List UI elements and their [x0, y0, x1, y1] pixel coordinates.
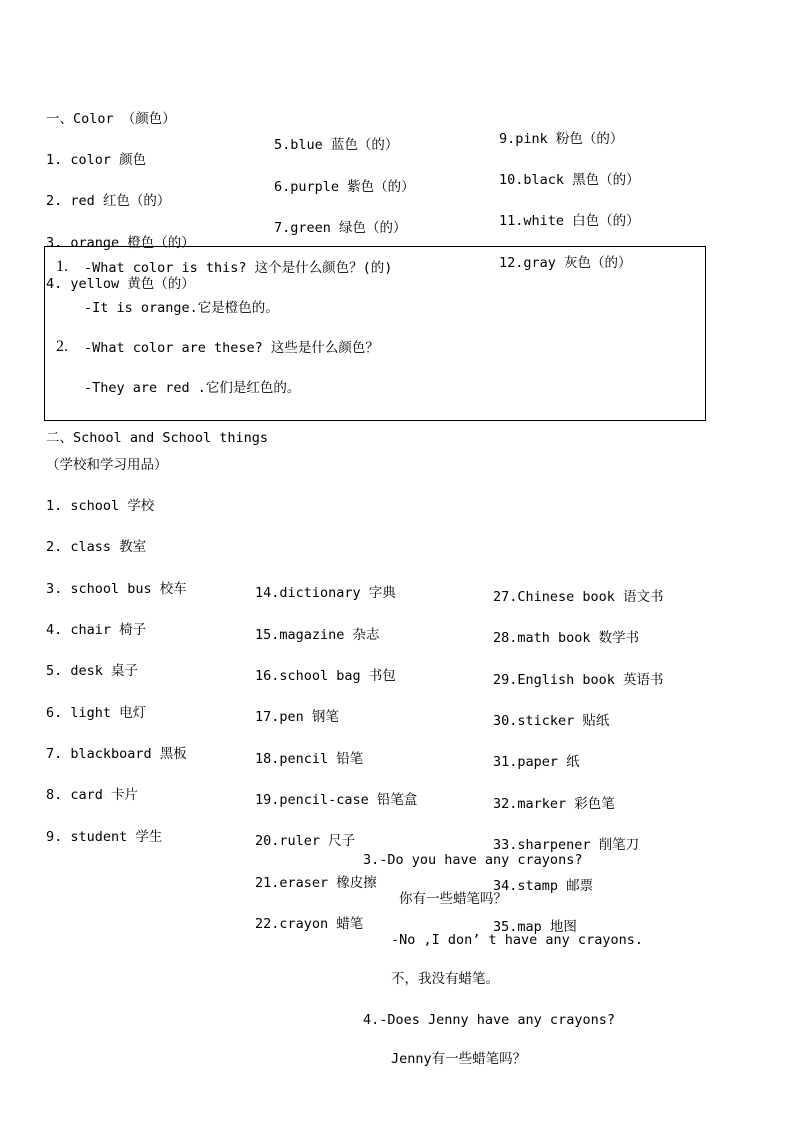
dialog-question: -What color is this? 这个是什么颜色？(的) — [84, 260, 393, 276]
school-item: 2. class 教室 — [46, 539, 147, 555]
school-item: 16.school bag 书包 — [255, 668, 396, 684]
color-item: 9.pink 粉色（的） — [499, 131, 624, 147]
color-item: 7.green 绿色（的） — [274, 220, 407, 236]
dialog-answer: -No ,I don’ t have any crayons. — [391, 932, 643, 948]
color-item: 11.white 白色（的） — [499, 213, 640, 229]
school-item: 29.English book 英语书 — [493, 672, 664, 688]
dialog-translation: 你有一些蜡笔吗？ — [399, 891, 507, 907]
school-item: 30.sticker 贴纸 — [493, 713, 610, 729]
section2-title: 二、School and School things — [46, 430, 269, 446]
school-item: 33.sharpener 削笔刀 — [493, 837, 640, 853]
dialog-answer: -They are red .它们是红色的。 — [84, 380, 301, 396]
school-item: 28.math book 数学书 — [493, 630, 640, 646]
dialog-question: 3.-Do you have any crayons? — [363, 852, 583, 868]
color-item: 10.black 黑色（的） — [499, 172, 640, 188]
school-item: 6. light 电灯 — [46, 705, 147, 721]
school-item: 22.crayon 蜡笔 — [255, 916, 364, 932]
school-item: 5. desk 桌子 — [46, 663, 139, 679]
color-item: 5.blue 蓝色（的） — [274, 137, 399, 153]
color-item: 1. color 颜色 — [46, 152, 147, 168]
school-item: 20.ruler 尺子 — [255, 833, 356, 849]
school-item: 4. chair 椅子 — [46, 622, 147, 638]
school-item: 7. blackboard 黑板 — [46, 746, 187, 762]
section2-subtitle: （学校和学习用品） — [46, 457, 168, 473]
school-item: 3. school bus 校车 — [46, 581, 187, 597]
color-item: 6.purple 紫色（的） — [274, 179, 415, 195]
color-item: 3. orange 橙色（的） — [46, 235, 195, 251]
school-item: 21.eraser 橡皮擦 — [255, 875, 377, 891]
section1-title: 一、Color （颜色） — [46, 111, 176, 127]
dialog-translation: 不，我没有蜡笔。 — [391, 971, 499, 987]
color-item: 2. red 红色（的） — [46, 193, 171, 209]
dialog-question: 4.-Does Jenny have any crayons? — [363, 1012, 615, 1028]
school-item: 9. student 学生 — [46, 829, 163, 845]
school-item: 34.stamp 邮票 — [493, 878, 594, 894]
color-item: 4. yellow 黄色（的） — [46, 276, 195, 292]
color-item: 12.gray 灰色（的） — [499, 255, 632, 271]
dialog-question: -What color are these? 这些是什么颜色？ — [84, 340, 379, 356]
dialog-number: 2. — [56, 338, 68, 355]
school-item: 32.marker 彩色笔 — [493, 796, 615, 812]
dialog-number: 1. — [56, 258, 68, 275]
school-item: 8. card 卡片 — [46, 787, 139, 803]
school-item: 31.paper 纸 — [493, 754, 580, 770]
school-item: 15.magazine 杂志 — [255, 627, 380, 643]
school-item: 18.pencil 铅笔 — [255, 751, 364, 767]
school-item: 27.Chinese book 语文书 — [493, 589, 664, 605]
dialog-translation: Jenny有一些蜡笔吗？ — [391, 1051, 527, 1067]
school-item: 14.dictionary 字典 — [255, 585, 396, 601]
school-item: 35.map 地图 — [493, 919, 577, 935]
school-item: 17.pen 钢笔 — [255, 709, 339, 725]
school-item: 1. school 学校 — [46, 498, 155, 514]
school-item: 19.pencil-case 铅笔盒 — [255, 792, 418, 808]
dialog-answer: -It is orange.它是橙色的。 — [84, 300, 279, 316]
